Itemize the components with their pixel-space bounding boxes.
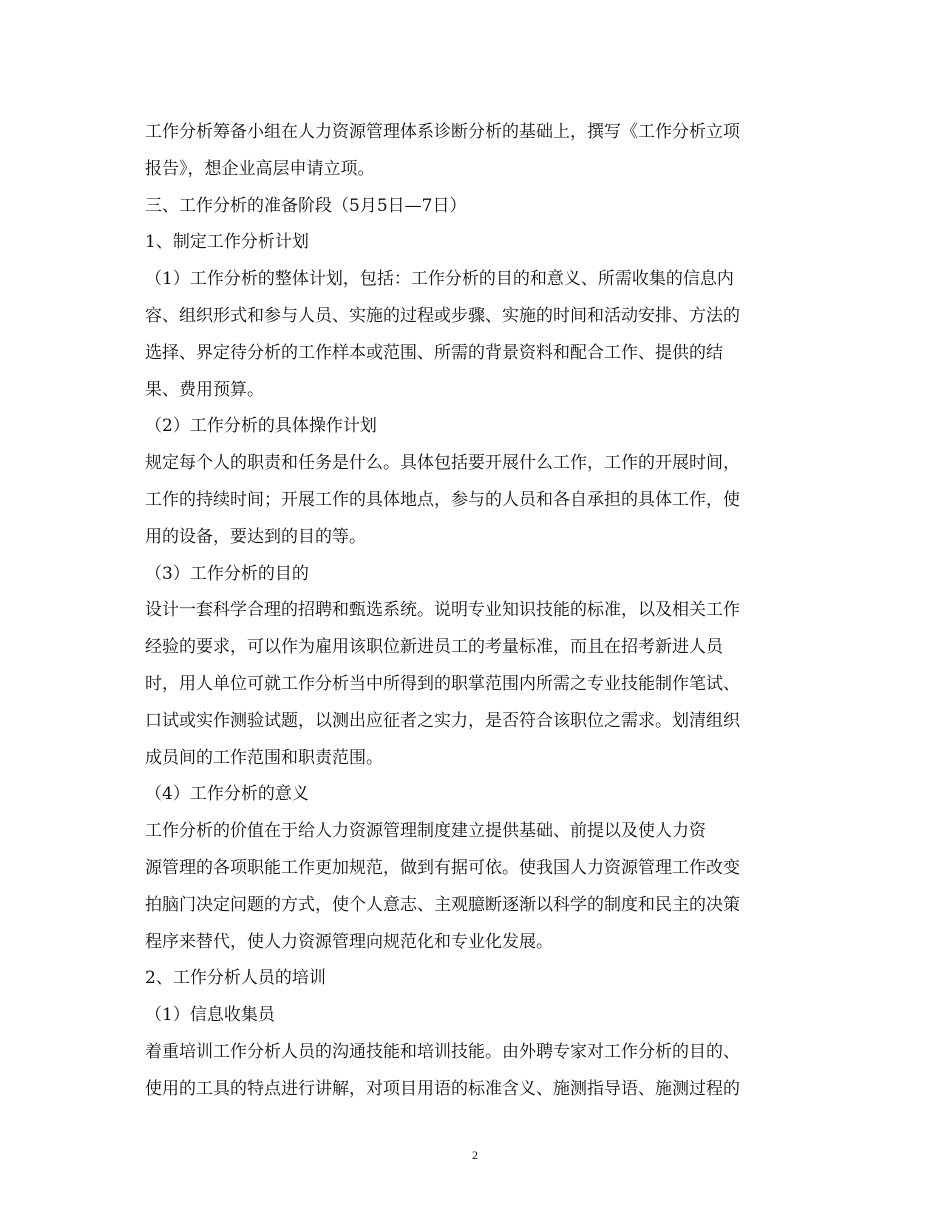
text-line: 设计一套科学合理的招聘和甄选系统。说明专业知识技能的标准，以及相关工作 <box>145 600 740 621</box>
text-line: 用的设备，要达到的目的等。 <box>145 526 366 547</box>
text-line: 工作的持续时间；开展工作的具体地点，参与的人员和各自承担的具体工作，使 <box>145 489 740 510</box>
item-heading: （1）信息收集员 <box>145 1005 275 1026</box>
text-line: 经验的要求，可以作为雇用该职位新进员工的考量标准，而且在招考新进人员 <box>145 637 723 658</box>
text-line: 报告》，想企业高层申请立项。 <box>145 158 375 179</box>
text-line: 时，用人单位可就工作分析当中所得到的职掌范围内所需之专业技能制作笔试、 <box>145 673 740 694</box>
text-line: 源管理的各项职能工作更加规范，做到有据可依。使我国人力资源管理工作改变 <box>145 857 740 878</box>
text-line: 工作分析的价值在于给人力资源管理制度建立提供基础、前提以及使人力资 <box>145 821 706 842</box>
text-line: 程序来替代，使人力资源管理向规范化和专业化发展。 <box>145 931 553 952</box>
text-line: 工作分析筹备小组在人力资源管理体系诊断分析的基础上，撰写《工作分析立项 <box>145 122 740 142</box>
text-line: 口试或实作测验试题，以测出应征者之实力，是否符合该职位之需求。划清组织 <box>145 710 740 731</box>
section-heading: 三、工作分析的准备阶段（5月5日—7日） <box>145 195 467 216</box>
text-line: 着重培训工作分析人员的沟通技能和培训技能。由外聘专家对工作分析的目的、 <box>145 1041 740 1062</box>
text-line: （1）工作分析的整体计划，包括：工作分析的目的和意义、所需收集的信息内 <box>145 269 734 290</box>
text-line: 使用的工具的特点进行讲解，对项目用语的标准含义、施测指导语、施测过程的 <box>145 1078 740 1099</box>
text-line: 果、费用预算。 <box>145 379 264 400</box>
body-text <box>145 114 825 1108</box>
text-line: 成员间的工作范围和职责范围。 <box>145 747 383 768</box>
text-line: 拍脑门决定问题的方式，使个人意志、主观臆断逐渐以科学的制度和民主的决策 <box>145 894 740 915</box>
item-heading: （3）工作分析的目的 <box>145 563 309 584</box>
text-line: 规定每个人的职责和任务是什么。具体包括要开展什么工作，工作的开展时间， <box>145 453 740 474</box>
page-number: 2 <box>472 1148 478 1162</box>
subsection-heading: 1、制定工作分析计划 <box>145 232 309 253</box>
subsection-heading: 2、工作分析人员的培训 <box>145 968 326 989</box>
text-line: 选择、界定待分析的工作样本或范围、所需的背景资料和配合工作、提供的结 <box>145 342 723 363</box>
item-heading: （2）工作分析的具体操作计划 <box>145 416 377 437</box>
item-heading: （4）工作分析的意义 <box>145 784 309 805</box>
text-line: 容、组织形式和参与人员、实施的过程或步骤、实施的时间和活动安排、方法的 <box>145 305 740 326</box>
